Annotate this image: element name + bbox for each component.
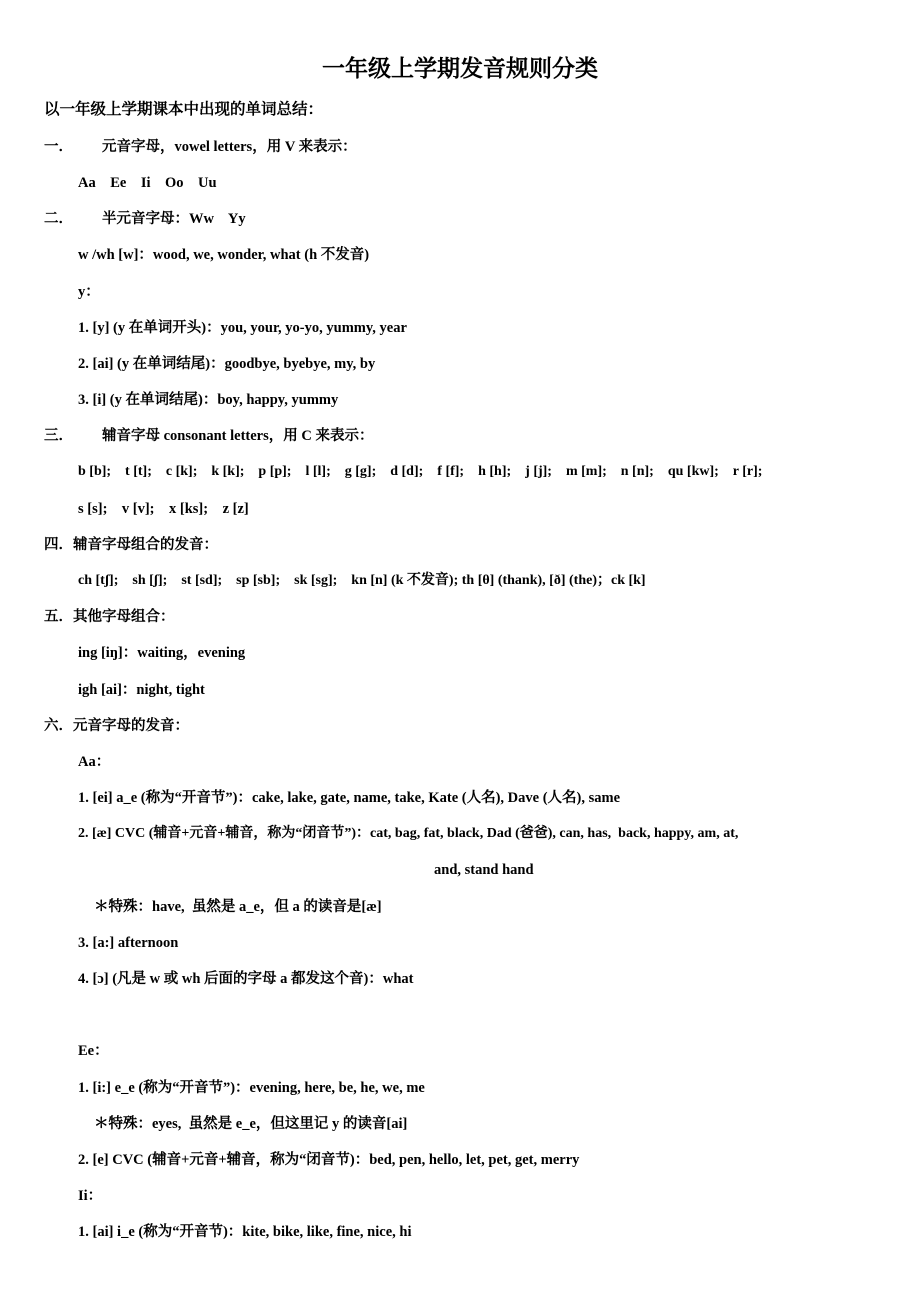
rule-ing: ing [iŋ]：waiting，evening bbox=[78, 645, 246, 661]
heading-aa: Aa： bbox=[78, 754, 111, 770]
heading-ee: Ee： bbox=[78, 1043, 109, 1059]
rule-y-1: 1. [y] (y 在单词开头)：you, your, yo-yo, yummy, year bbox=[78, 320, 407, 336]
consonant-list-1: b [b]; t [t]; c [k]; k [k]; p [p]; l [l]; g [g]; d [d]; f [f]; h [h]; j [j]; m [m]; n [n]; qu [kw]; r [r]; bbox=[78, 464, 763, 479]
vowel-list: Aa Ee Ii Oo Uu bbox=[78, 175, 217, 191]
rule-a-2-cont: and, stand hand bbox=[434, 862, 534, 878]
section-vowel-sounds: 六．元音字母的发音： bbox=[44, 718, 189, 734]
note-eyes: ＊特殊：eyes, 虽然是 e_e，但这里记 y 的读音[ai] bbox=[94, 1116, 408, 1132]
rule-y-2: 2. [ai] (y 在单词结尾)：goodbye, byebye, my, by bbox=[78, 356, 376, 372]
rule-y-3: 3. [i] (y 在单词结尾)：boy, happy, yummy bbox=[78, 392, 339, 408]
rule-a-2: 2. [æ] CVC (辅音+元音+辅音，称为“闭音节”)：cat, bag, fat, black, Dad (爸爸), can, has, back, happy, am, at, bbox=[78, 826, 739, 841]
consonant-combo-list: ch [tʃ]; sh [ʃ]; st [sd]; sp [sb]; sk [sg]; kn [n] (k 不发音); th [θ] (thank), [ð] (the)；ck [k] bbox=[78, 573, 646, 588]
section-consonant-combos: 四．辅音字母组合的发音： bbox=[44, 537, 218, 553]
heading-ii: Ii： bbox=[78, 1188, 103, 1204]
rule-a-1: 1. [ei] a_e (称为“开音节”)：cake, lake, gate, name, take, Kate (人名), Dave (人名), same bbox=[78, 790, 621, 806]
section-semivowels: 二． 半元音字母：Ww Yy bbox=[44, 211, 246, 227]
rule-e-1: 1. [i:] e_e (称为“开音节”)：evening, here, be, he, we, me bbox=[78, 1080, 425, 1096]
subtitle: 以一年级上学期课本中出现的单词总结： bbox=[44, 101, 324, 118]
heading-y: y： bbox=[78, 284, 100, 300]
rule-w-wh: w /wh [w]：wood, we, wonder, what (h 不发音) bbox=[78, 247, 370, 263]
section-vowel-letters: 一． 元音字母，vowel letters，用 V 来表示： bbox=[44, 139, 357, 155]
section-consonants: 三． 辅音字母 consonant letters，用 C 来表示： bbox=[44, 428, 374, 444]
rule-i-1: 1. [ai] i_e (称为“开音节)：kite, bike, like, fine, nice, hi bbox=[78, 1224, 412, 1240]
rule-a-3: 3. [a:] afternoon bbox=[78, 935, 179, 951]
consonant-list-2: s [s]; v [v]; x [ks]; z [z] bbox=[78, 501, 249, 517]
page-title: 一年级上学期发音规则分类 bbox=[322, 56, 598, 81]
section-other-combos: 五．其他字母组合： bbox=[44, 609, 175, 625]
note-have: ＊特殊：have, 虽然是 a_e，但 a 的读音是[æ] bbox=[94, 899, 382, 915]
rule-e-2: 2. [e] CVC (辅音+元音+辅音，称为“闭音节)：bed, pen, hello, let, pet, get, merry bbox=[78, 1152, 580, 1168]
rule-a-4: 4. [ɔ] (凡是 w 或 wh 后面的字母 a 都发这个音)：what bbox=[78, 971, 414, 987]
rule-igh: igh [ai]：night, tight bbox=[78, 682, 205, 698]
